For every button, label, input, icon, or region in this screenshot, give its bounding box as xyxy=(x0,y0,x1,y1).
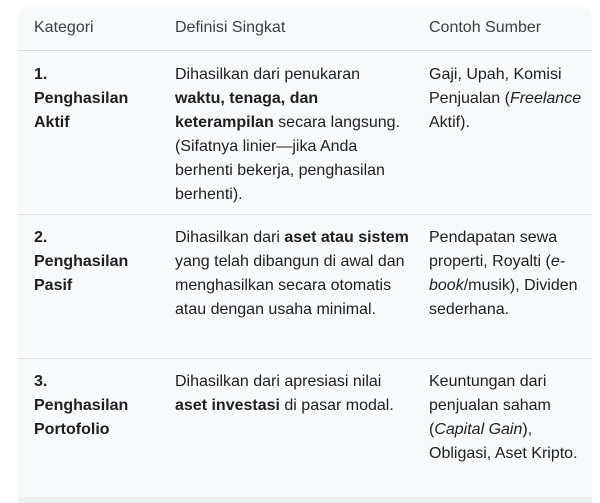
definition-text: Dihasilkan dari apresiasi nilai xyxy=(175,373,382,390)
category-cell xyxy=(34,370,164,442)
definition-bold-text: aset atau sistem xyxy=(284,229,409,246)
example-italic-text: Freelance xyxy=(509,90,582,107)
category-name-line1: Penghasilan xyxy=(34,397,129,414)
category-name-line1: Penghasilan xyxy=(34,90,129,107)
table-row xyxy=(18,51,592,215)
example-cell xyxy=(429,63,587,135)
category-number: 3. xyxy=(34,373,48,390)
category-cell xyxy=(34,226,164,298)
header-example: Contoh Sumber xyxy=(429,19,542,36)
category-number: 1. xyxy=(34,66,48,83)
definition-cell xyxy=(175,370,410,418)
header-definition: Definisi Singkat xyxy=(175,19,286,36)
table-row xyxy=(18,358,592,497)
example-italic-text: Capital Gain xyxy=(434,421,523,438)
definition-bold-text: waktu, tenaga, dan keterampilan xyxy=(175,90,319,131)
header-category: Kategori xyxy=(34,19,94,36)
definition-bold-text: aset investasi xyxy=(175,397,280,414)
category-name-line2: Pasif xyxy=(34,277,73,294)
table-bottom-edge xyxy=(18,497,592,503)
category-cell xyxy=(34,63,164,135)
category-number: 2. xyxy=(34,229,48,246)
definition-cell xyxy=(175,226,410,322)
definition-text: yang telah dibangun di awal dan menghasilkan secara otomatis atau dengan usaha minimal. xyxy=(175,253,405,318)
definition-text: secara langsung. (Sifatnya linier—jika Anda berhenti bekerja, penghasilan berhenti). xyxy=(175,114,401,203)
example-cell xyxy=(429,226,587,322)
example-cell xyxy=(429,370,587,466)
example-text: /musik), Dividen sederhana. xyxy=(429,277,578,318)
example-text: Pendapatan sewa properti, Royalti ( xyxy=(429,229,558,270)
definition-cell xyxy=(175,63,410,207)
definition-text: Dihasilkan dari penukaran xyxy=(175,66,360,83)
category-name-line2: Aktif xyxy=(34,114,70,131)
example-text: Keuntungan dari penjualan saham ( xyxy=(429,373,551,438)
example-text: Aktif). xyxy=(429,114,470,131)
category-name-line2: Portofolio xyxy=(34,421,110,438)
table-header-row xyxy=(18,6,592,51)
definition-text: Dihasilkan dari xyxy=(175,229,285,246)
definition-text: di pasar modal. xyxy=(279,397,394,414)
table-row xyxy=(18,214,592,359)
income-categories-table xyxy=(18,6,592,503)
category-name-line1: Penghasilan xyxy=(34,253,129,270)
example-text: ), Obligasi, Aset Kripto. xyxy=(429,421,578,462)
example-text: Gaji, Upah, Komisi Penjualan ( xyxy=(429,66,562,107)
example-italic-text: e-book xyxy=(429,253,566,294)
